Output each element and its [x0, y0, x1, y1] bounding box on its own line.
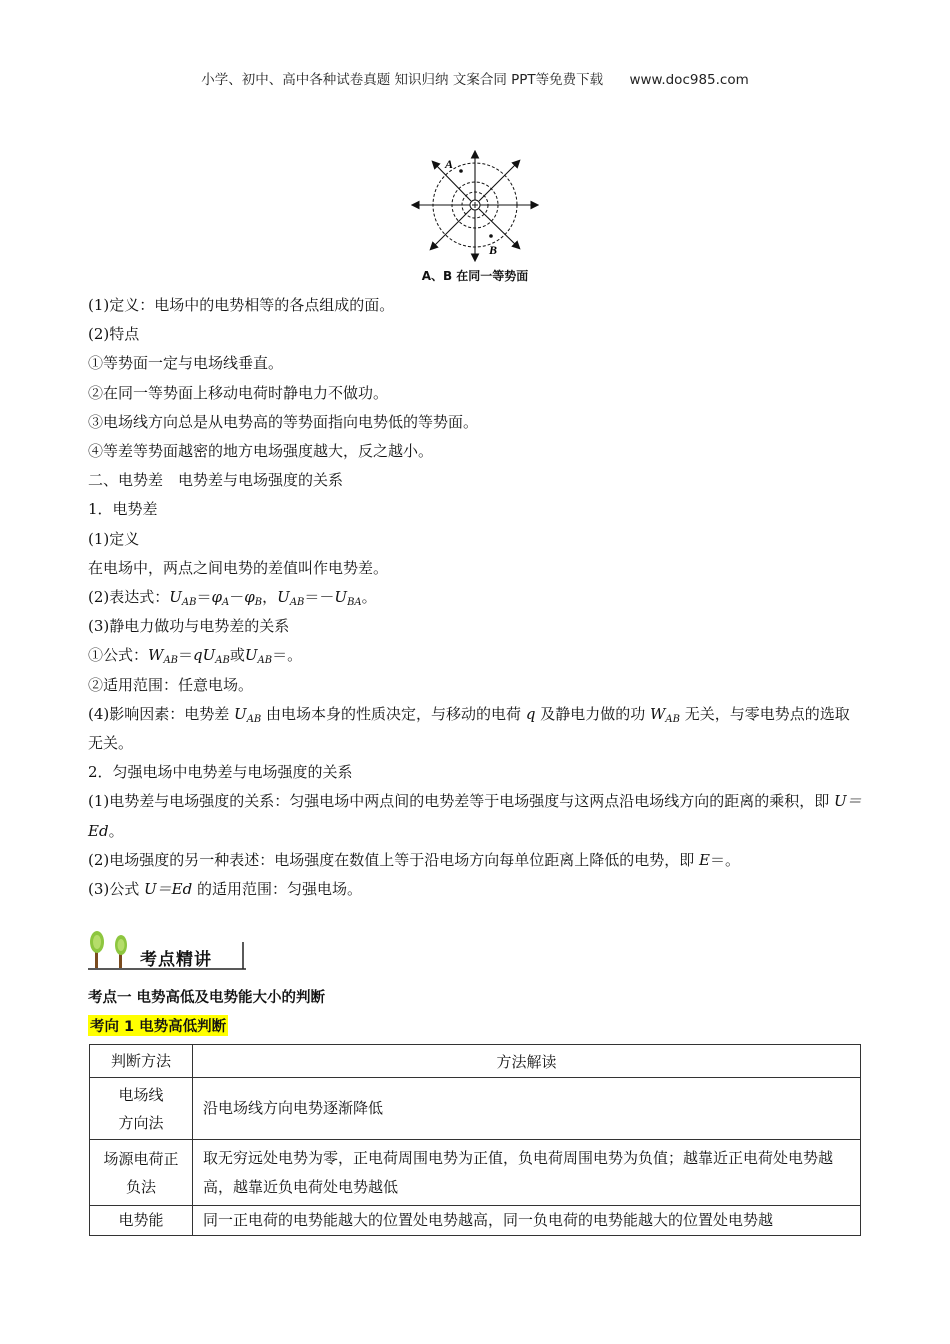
text-line: (2)特点 — [88, 325, 140, 344]
factors-paragraph: (4)影响因素：电势差 $U_{AB}$ 由电场本身的性质决定，与移动的电荷 q 及静电力做的功 $W_{AB}$ 无关，与零电势点的选取无关。 — [88, 704, 850, 753]
field-line-up-right — [479, 161, 519, 201]
table-row — [90, 1206, 861, 1236]
equipotential-diagram — [405, 150, 545, 270]
field-line-down-left — [431, 209, 471, 249]
point-a — [459, 169, 463, 173]
label-b: B — [489, 243, 498, 257]
section-title: 考点一 电势高低及电势能大小的判断 — [88, 990, 326, 1006]
point-b — [489, 234, 493, 238]
table-header-cell: 方法解读 — [193, 1045, 861, 1078]
text-line: ④等差等势面越密的地方电场强度越大，反之越小。 — [88, 442, 434, 461]
table-row — [90, 1078, 861, 1140]
label-a: A — [445, 157, 454, 171]
expression-line: (2)表达式：$U_{AB}=\varphi_A-\varphi_B$，$U_{AB}=-U_{BA}$。 — [88, 588, 377, 609]
table-cell-method: 电势能 — [90, 1206, 193, 1236]
method-table — [89, 1044, 861, 1236]
table-cell-method: 电场线 方向法 — [90, 1078, 193, 1140]
text-line: ②在同一等势面上移动电荷时静电力不做功。 — [88, 383, 389, 402]
table-header-row — [90, 1045, 861, 1078]
page-header — [0, 68, 950, 88]
formula-line: ①公式：$W_{AB}=qU_{AB}$或$U_{AB}=$。 — [88, 646, 303, 667]
sub-heading: 1．电势差 — [88, 500, 158, 519]
header-url[interactable]: www.doc985.com — [629, 72, 749, 88]
text-line: ③电场线方向总是从电势高的等势面指向电势低的等势面。 — [88, 412, 479, 431]
table-row — [90, 1140, 861, 1206]
section-subtitle: 考向 1 电势高低判断 — [88, 1015, 228, 1036]
field-line-down-right — [479, 209, 519, 248]
section-heading: 二、电势差 电势差与电场强度的关系 — [88, 471, 344, 490]
table-cell-desc: 沿电场线方向电势逐渐降低 — [193, 1078, 861, 1140]
sub-heading: 2．匀强电场中电势差与电场强度的关系 — [88, 763, 353, 782]
text-line: (1)定义：电场中的电势相等的各点组成的面。 — [88, 296, 395, 314]
header-text: 小学、初中、高中各种试卷真题 知识归纳 文案合同 PPT等免费下载 — [201, 72, 604, 88]
text-line: ①等势面一定与电场线垂直。 — [88, 354, 284, 373]
text-line: 在电场中，两点之间电势的差值叫作电势差。 — [88, 558, 389, 577]
table-cell-desc: 同一正电荷的电势能越大的位置处电势越高，同一负电荷的电势能越大的位置处电势越 — [193, 1206, 861, 1236]
table-cell-method: 场源电荷正 负法 — [90, 1140, 193, 1206]
table-cell-desc: 取无穷远处电势为零，正电荷周围电势为正值，负电荷周围电势为负值；越靠近正电荷处电势越高，越靠近负电荷处电势越低 — [193, 1140, 861, 1206]
figure-caption: A、B 在同一等势面 — [421, 269, 529, 283]
applicability-paragraph: (3)公式 U＝Ed 的适用范围：匀强电场。 — [88, 880, 363, 899]
field-strength-paragraph: (2)电场强度的另一种表述：电场强度在数值上等于沿电场方向每单位距离上降低的电势，即 E＝。 — [88, 850, 740, 869]
text-line: (1)定义 — [88, 529, 140, 548]
main-text — [88, 291, 863, 904]
table-header-cell: 判断方法 — [90, 1045, 193, 1078]
relation-paragraph: (1)电势差与电场强度的关系：匀强电场中两点间的电势差等于电场强度与这两点沿电场线方向的距离的乘积，即 U＝Ed。 — [88, 792, 862, 840]
banner-title: 考点精讲 — [140, 950, 212, 970]
text-line: (3)静电力做功与电势差的关系 — [88, 617, 290, 636]
text-line: ②适用范围：任意电场。 — [88, 675, 254, 694]
